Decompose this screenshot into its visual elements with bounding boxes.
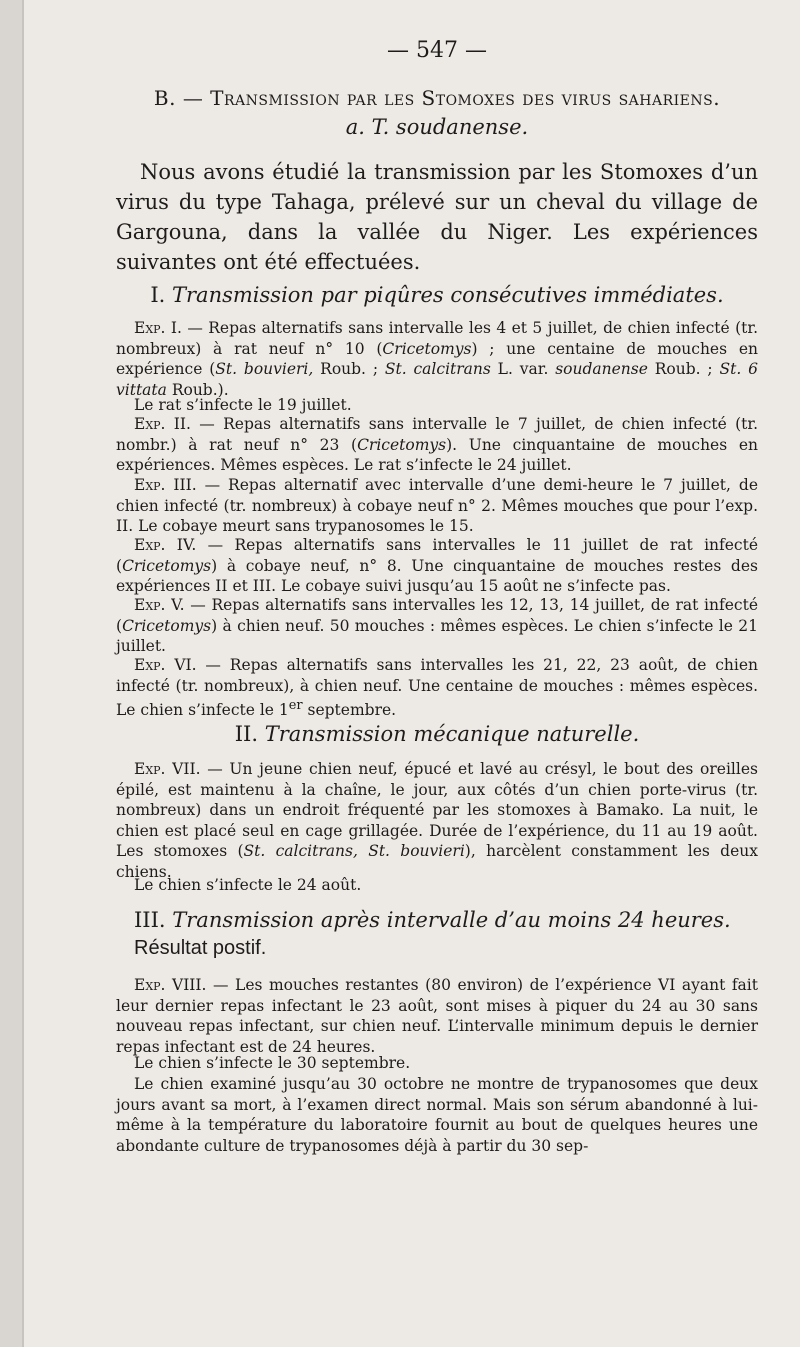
- page-number: — 547 —: [387, 38, 487, 63]
- section-2-heading: [116, 722, 758, 746]
- exp-6-label: Exp. VI.: [134, 656, 197, 674]
- experiment-1: [116, 318, 758, 400]
- exp-8-result-2: Le chien examiné jusqu’au 30 octobre ne montre de trypanosomes que deux jours avant sa mort, à l’examen direct normal. Mais son sérum abandonné à lui-même à la température du laboratoire fournit au bout de quelques heures une abondante culture de trypanosomes déjà à partir du 30 sep-: [116, 1075, 758, 1155]
- exp-7-text-1: — Un jeune chien neuf, épucé et lavé au crésyl, le bout des oreilles épilé, est maintenu à la chaîne, le jour, aux côtés d’un chien porte-virus (tr. nombreux) dans un endroit fréquenté par les stomoxes à Bamako. La nuit, le chien est placé seul en cage grillagée. Durée de l’expérience, du 11 au 19 août. Les stomoxes (: [116, 760, 758, 860]
- section-1-heading: [116, 283, 758, 307]
- exp-5-species-1: Cricetomys: [122, 616, 212, 635]
- exp-7-text-2: ), harcèlent constamment les deux chiens.: [116, 842, 758, 881]
- subsection-a-title: a. T. soudanense.: [345, 115, 529, 139]
- exp-5-text-2: ) à chien neuf. 50 mouches : mêmes espèces. Le chien s’infecte le 21 juillet.: [116, 616, 758, 655]
- exp-1-species-5: St. 6 vittata: [116, 360, 758, 399]
- experiment-6: [116, 655, 758, 721]
- experiment-5: [116, 595, 758, 657]
- intro-paragraph: Nous avons étudié la transmission par les Stomoxes d’un virus du type Tahaga, prélevé sur un cheval du village de Gargouna, dans la vallée du Niger. Les expériences suivantes ont été effectuées.: [116, 160, 758, 274]
- exp-7-result: Le chien s’infecte le 24 août.: [134, 876, 362, 894]
- page-edge-shadow: [0, 0, 22, 1347]
- section-2-title: Transmission mécanique naturelle.: [264, 722, 640, 746]
- exp-1-label: Exp. I.: [134, 319, 182, 337]
- exp-8-result-1: Le chien s’infecte le 30 septembre.: [134, 1054, 411, 1072]
- experiment-8: [116, 975, 758, 1057]
- exp-2-text-1: — Repas alternatifs sans intervalle le 7 juillet, de chien infecté (tr. nombr.) à rat neuf n° 23 (: [116, 415, 758, 454]
- section-3-number: III.: [134, 908, 166, 932]
- experiment-7: [116, 759, 758, 882]
- exp-7-species-1: St. calcitrans, St. bouvieri: [243, 842, 465, 860]
- section-3-subtitle: Résultat postif.: [134, 937, 267, 959]
- exp-8-text-1: — Les mouches restantes (80 environ) de l’expérience VI ayant fait leur dernier repas infectant le 23 août, sont mises à piquer du 24 au 30 sans nouveau repas infectant, sur chien neuf. L’intervalle minimum depuis le dernier repas infectant est de 24 heures.: [116, 976, 758, 1056]
- exp-2-species-1: Cricetomys: [357, 435, 447, 454]
- exp-1-species-2: St. bouvieri,: [215, 360, 314, 378]
- experiment-3: [116, 475, 758, 537]
- exp-1-text-3: Roub. ;: [313, 360, 385, 378]
- exp-1-text-6: Roub.).: [166, 380, 229, 399]
- exp-4-species-1: Cricetomys: [122, 556, 212, 575]
- exp-7-label: Exp. VII.: [134, 760, 201, 778]
- exp-1-species-3: St. calcitrans: [384, 360, 491, 378]
- exp-4-text-2: ) à cobaye neuf, n° 8. Une cinquantaine de mouches restes des expériences II et III. Le cobaye suivi jusqu’au 15 août ne s’infecte pas.: [116, 556, 758, 595]
- page-edge-line: [22, 0, 24, 1347]
- exp-4-text-1: — Repas alternatifs sans intervalles le 11 juillet de rat infecté (: [116, 536, 759, 575]
- exp-6-text-2: septembre.: [302, 701, 397, 720]
- section-1-title: Transmission par piqûres consécutives immédiates.: [172, 283, 724, 307]
- exp-6-superscript: er: [288, 698, 303, 713]
- section-3-title: Transmission après intervalle d’au moins 24 heures.: [172, 908, 731, 932]
- exp-5-label: Exp. V.: [134, 596, 185, 614]
- exp-1-species-4: soudanense: [555, 360, 648, 378]
- exp-1-text-1: — Repas alternatifs sans intervalle les 4 et 5 juillet, de chien infecté (tr. nombreux) à rat neuf n° 10 (: [116, 319, 759, 358]
- exp-1-text-2: ) ; une centaine de mouches en expérience (: [116, 339, 758, 378]
- exp-1-result: Le rat s’infecte le 19 juillet.: [134, 396, 352, 414]
- exp-3-text-1: — Repas alternatif avec intervalle d’une demi-heure le 7 juillet, de chien infecté (tr. nombreux) à cobaye neuf n° 2. Mêmes mouches que pour l’exp. II. Le cobaye meurt sans trypanosomes le 15.: [116, 476, 758, 535]
- exp-3-label: Exp. III.: [134, 476, 197, 494]
- exp-5-text-1: — Repas alternatifs sans intervalles les 12, 13, 14 juillet, de rat infecté (: [116, 596, 758, 635]
- exp-8-label: Exp. VIII.: [134, 976, 207, 994]
- section-b-title: B. — Transmission par les Stomoxes des virus sahariens.: [153, 86, 721, 110]
- section-3-heading: [134, 908, 776, 932]
- section-2-number: II.: [234, 722, 259, 746]
- exp-2-label: Exp. II.: [134, 415, 191, 433]
- exp-1-text-4: L. var.: [490, 360, 556, 378]
- exp-2-text-2: ). Une cinquantaine de mouches en expériences. Mêmes espèces. Le rat s’infecte le 24 juillet.: [116, 435, 758, 474]
- exp-1-species-1: Cricetomys: [382, 339, 472, 358]
- exp-6-text-1: — Repas alternatifs sans intervalles les 21, 22, 23 août, de chien infecté (tr. nombreux), à chien neuf. Une centaine de mouches : mêmes espèces. Le chien s’infecte le 1: [116, 656, 758, 720]
- experiment-4: [116, 535, 758, 597]
- section-1-number: I.: [150, 283, 166, 307]
- page: [116, 0, 758, 1347]
- experiment-2: [116, 414, 758, 476]
- exp-1-text-5: Roub. ;: [647, 360, 720, 378]
- exp-4-label: Exp. IV.: [134, 536, 197, 554]
